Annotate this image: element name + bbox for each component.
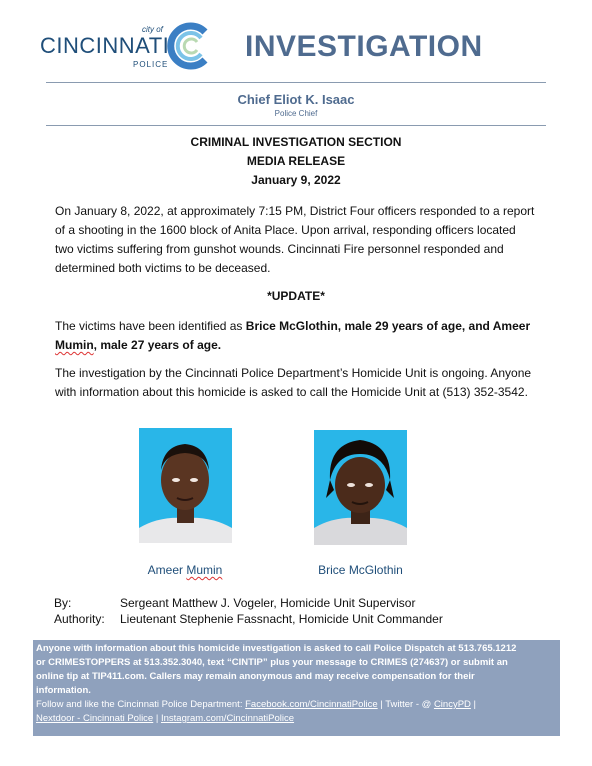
update-heading: *UPDATE* [267,289,325,303]
credit-value: Lieutenant Stephenie Fassnacht, Homicide Unit Commander [120,612,443,626]
header-rule-bottom [46,125,546,126]
caption-first: Brice McGlothin [318,563,403,577]
separator: | [153,713,161,724]
incident-line: On January 8, 2022, at approximately 7:15 PM, District Four officers responded to a report [55,204,535,218]
credit-value: Sergeant Matthew J. Vogeler, Homicide Unit Supervisor [120,596,416,610]
caption-first: Ameer [147,563,187,577]
investigation-line: The investigation by the Cincinnati Police Department’s Homicide Unit is ongoing. Anyone [55,366,532,380]
footer-line: or CRIMESTOPPERS at 513.352.3040, text “CINTIP” plus your message to CRIMES (274637) or submit an [36,657,508,668]
cincinnati-police-logo [40,22,210,72]
investigation-paragraph [55,364,555,402]
credit-by [54,596,415,610]
page-title: INVESTIGATION [245,30,483,63]
logo-city-of: city of [142,25,163,34]
caption-ameer-mumin [125,563,245,577]
credit-authority [54,612,443,626]
instagram-link[interactable]: Instagram.com/CincinnatiPolice [160,713,295,724]
twitter-text: | Twitter - @ [377,699,434,710]
caption-brice-mcglothin [298,563,423,577]
victims-intro: The victims have been identified as [55,319,246,333]
chief-title: Police Chief [274,109,318,118]
header-rule-top [46,82,546,83]
chief-name: Chief Eliot K. Isaac [237,92,355,107]
logo-c-swirl-icon [165,22,213,70]
victims-paragraph [55,317,555,355]
logo-police: POLICE [133,60,169,69]
footer-line: information. [36,685,91,696]
investigation-line: with information about this homicide is asked to call the Homicide Unit at (513) 352-3542. [55,385,528,399]
victim-2-rest: , male 27 years of age. [93,338,222,352]
victim-1: Brice McGlothin, male 29 years of age [245,319,462,333]
nextdoor-link[interactable]: Nextdoor - Cincinnati Police [36,713,154,724]
logo-city-name: CINCINNATI [40,33,170,58]
victim-2-first: Ameer [492,319,531,333]
caption-last: Mumin [186,563,223,577]
section-heading: CRIMINAL INVESTIGATION SECTION [190,135,402,149]
incident-line: of a shooting in the 1600 block of Anita Place. Upon arrival, responding officers located [55,223,516,237]
footer-line: online tip at TIP411.com. Callers may remain anonymous and may receive compensation for their [36,671,475,682]
victim-2-last: Mumin [55,338,94,352]
victims-conj: , and [461,319,493,333]
follow-text: Follow and like the Cincinnati Police Department: [36,699,246,710]
release-type: MEDIA RELEASE [246,154,346,168]
incident-line: determined both victims to be deceased. [55,261,271,275]
release-date: January 9, 2022 [251,173,341,187]
incident-line: two victims suffering from gunshot wounds. Cincinnati Fire personnel responded and [55,242,504,256]
portrait-image [314,430,407,545]
footer-line: Anyone with information about this homicide investigation is asked to call Police Dispatch at 513.765.1212 [36,643,517,654]
incident-paragraph [55,202,555,278]
facebook-link[interactable]: Facebook.com/CincinnatiPolice [245,699,378,710]
footer-tip-box [33,640,560,736]
victim-photo-ameer-mumin [139,428,232,543]
victim-photo-brice-mcglothin [314,430,407,545]
credit-label: By: [54,596,72,610]
twitter-end: | [470,699,476,710]
twitter-link[interactable]: CincyPD [433,699,471,710]
credit-label: Authority: [54,612,105,626]
portrait-image [139,428,232,543]
